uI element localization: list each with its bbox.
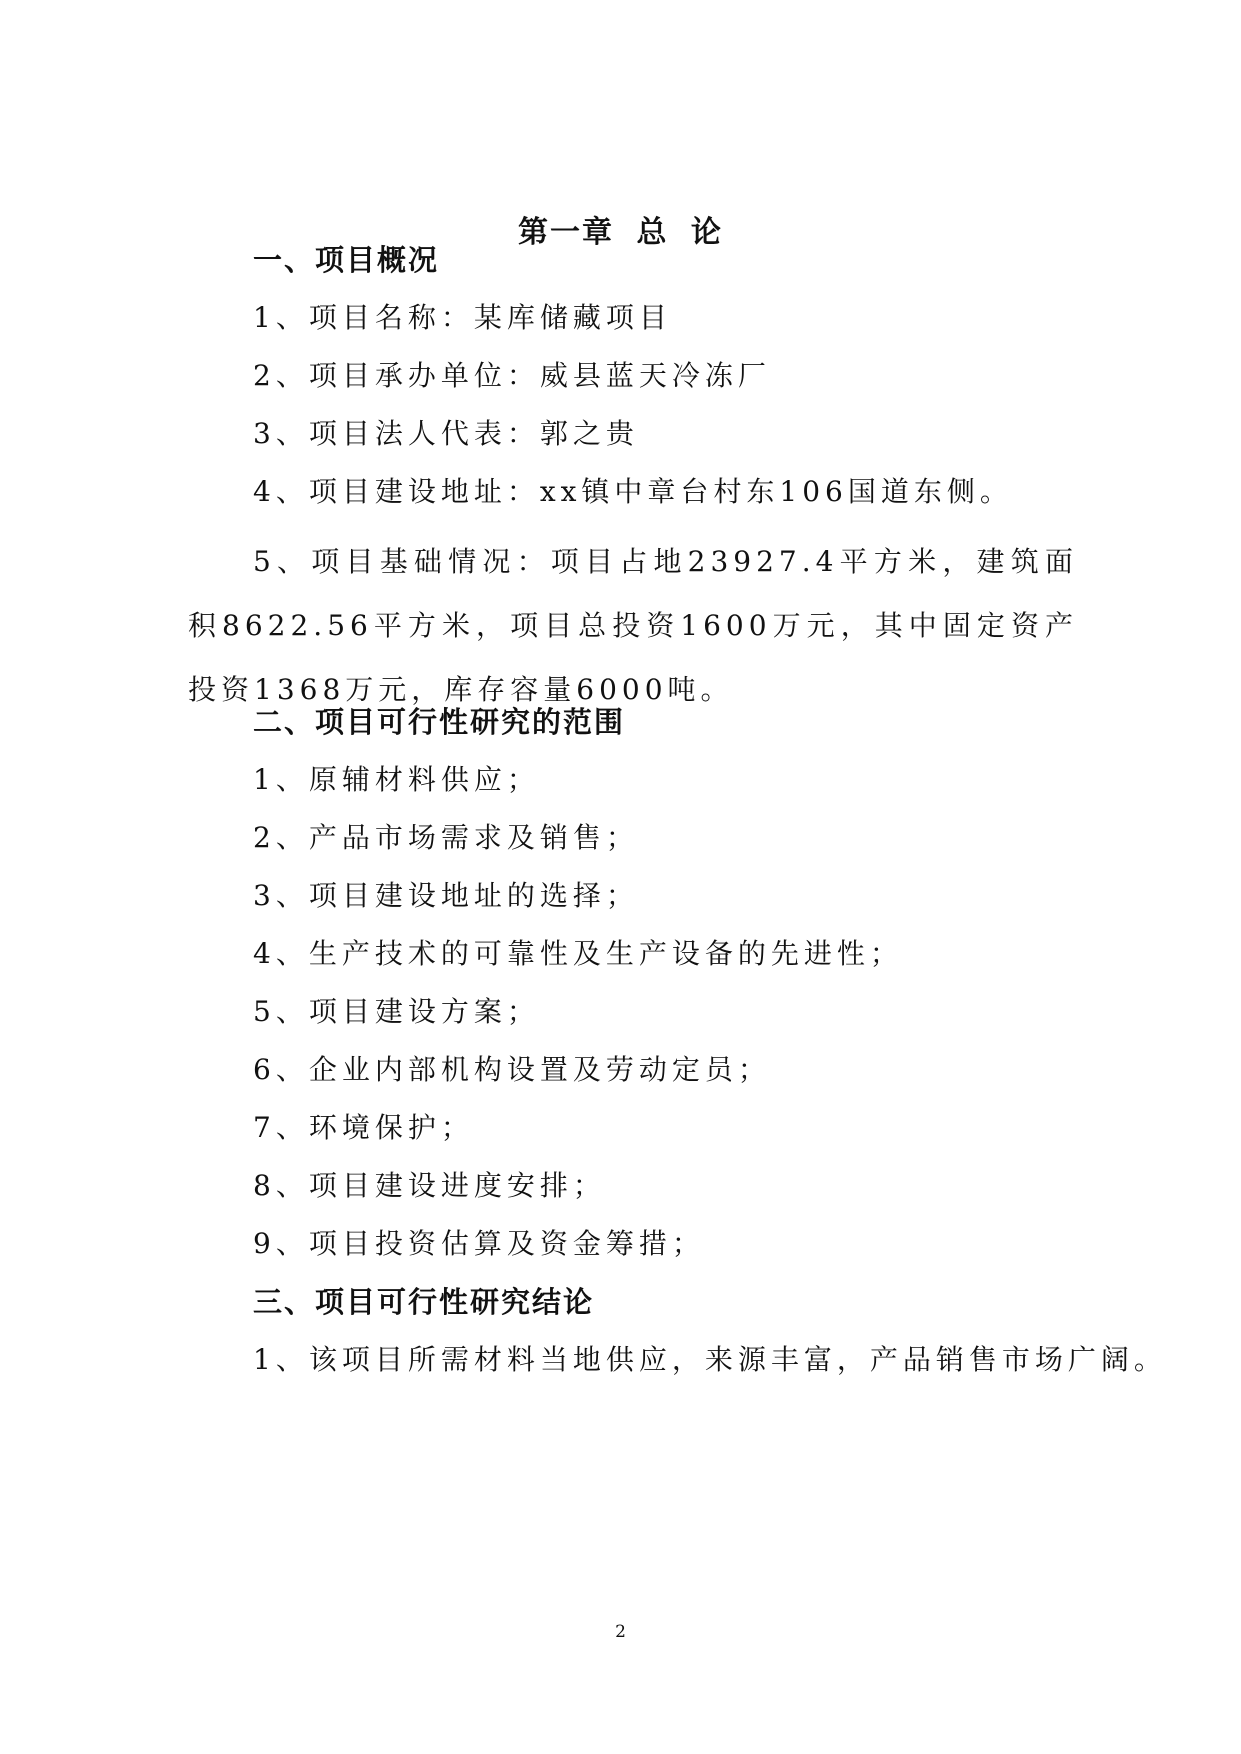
section-heading-scope: 二、项目可行性研究的范围 xyxy=(253,705,626,739)
list-item-scope-4: 4、生产技术的可靠性及生产设备的先进性； xyxy=(253,937,903,970)
list-item-scope-3: 3、项目建设地址的选择； xyxy=(253,879,639,912)
list-item-scope-7: 7、环境保护； xyxy=(253,1111,474,1144)
section-heading-conclusion: 三、项目可行性研究结论 xyxy=(253,1285,595,1319)
chapter-title: 第一章 总 论 xyxy=(518,215,723,250)
page-number: 2 xyxy=(615,1622,626,1642)
list-item-project-name: 1、项目名称：某库储藏项目 xyxy=(253,301,672,334)
list-item-scope-6: 6、企业内部机构设置及劳动定员； xyxy=(253,1053,771,1086)
list-item-scope-2: 2、产品市场需求及销售； xyxy=(253,821,639,854)
list-item-scope-5: 5、项目建设方案； xyxy=(253,995,540,1028)
paragraph-project-basics: 5、项目基础情况：项目占地23927.4平方米，建筑面积8622.56平方米，项目总投资1600万元，其中固定资产投资1368万元，库存容量6000吨。 xyxy=(188,545,1078,706)
list-item-scope-9: 9、项目投资估算及资金筹措； xyxy=(253,1227,705,1260)
list-item-legal-representative: 3、项目法人代表：郭之贵 xyxy=(253,417,639,450)
list-item-conclusion-1: 1、该项目所需材料当地供应，来源丰富，产品销售市场广阔。 xyxy=(253,1343,1167,1376)
list-item-scope-8: 8、项目建设进度安排； xyxy=(253,1169,606,1202)
list-item-scope-1: 1、原辅材料供应； xyxy=(253,763,540,796)
list-item-project-undertaker: 2、项目承办单位：威县蓝天冷冻厂 xyxy=(253,359,771,392)
section-heading-overview: 一、项目概况 xyxy=(253,243,440,277)
list-item-project-address: 4、项目建设地址：xx镇中章台村东106国道东侧。 xyxy=(253,475,1013,508)
